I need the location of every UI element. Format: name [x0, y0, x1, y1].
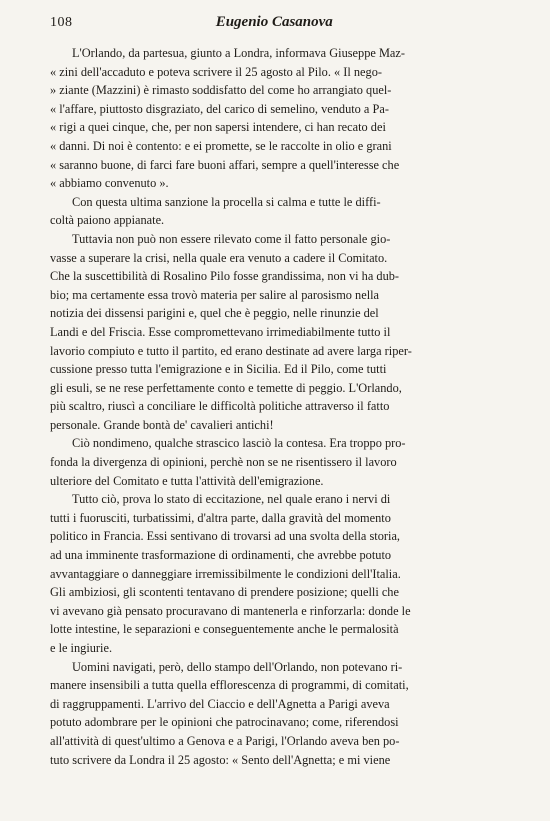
text-line: politico in Francia. Essi sentivano di trovarsi ad una svolta della storia, [50, 529, 401, 544]
text-line: avvantaggiare o danneggiare irremissibilmente le condizioni dell'Italia. [50, 566, 401, 581]
text-line: » ziante (Mazzini) è rimasto soddisfatto del come ho arrangiato quel- [50, 83, 392, 98]
text-line: ulteriore del Comitato e tutta l'attività dell'emigrazione. [50, 473, 324, 488]
paragraph [50, 230, 510, 435]
text-line: notizia dei dissensi parigini e, quel che è peggio, nelle rinunzie del [50, 306, 379, 321]
text-line: ad una imminente trasformazione di ordinamenti, che avrebbe potuto [50, 548, 392, 563]
text-line: Con questa ultima sanzione la procella si calma e tutte le diffi- [72, 194, 381, 209]
text-line: L'Orlando, da partesua, giunto a Londra, informava Giuseppe Maz- [72, 46, 405, 60]
text-line: più scaltro, riuscì a conciliare le difficoltà politiche attraverso il fatto [50, 399, 390, 414]
text-line: Tutto ciò, prova lo stato di eccitazione, nel quale erano i nervi di [72, 492, 391, 507]
text-line: Ciò nondimeno, qualche strascico lasciò la contesa. Era troppo pro- [72, 436, 406, 451]
text-line: lavorio compiuto e tutto il partito, ed erano destinate ad avere larga riper- [50, 343, 412, 358]
running-head: Eugenio Casanova [215, 14, 333, 30]
text-line: bio; ma certamente essa trovò materia per salire al parosismo nella [50, 287, 380, 302]
text-line: tutti i fuorusciti, turbatissimi, d'altra parte, dalla gravità del momento [50, 510, 391, 525]
text-line: potuto adombrare per le opinioni che patrocinavano; come, riferendosi [50, 715, 399, 730]
paragraph [50, 490, 510, 657]
text-line: Gli ambiziosi, gli scontenti tentavano di prendere posizione; quelli che [50, 585, 399, 600]
paragraph [50, 434, 510, 490]
body-text [50, 44, 510, 769]
page-number: 108 [50, 15, 73, 30]
text-line: « l'affare, piuttosto disgraziato, del carico di semelino, venduto a Pa- [50, 101, 389, 116]
text-line: Tuttavia non può non essere rilevato come il fatto personale gio- [72, 231, 391, 246]
text-line: coltà paiono appianate. [50, 213, 165, 228]
paragraph [50, 193, 510, 230]
text-line: fonda la divergenza di opinioni, perchè non se ne risentissero il lavoro [50, 455, 397, 470]
text-line: personale. Grande bontà de' cavalieri antichi! [50, 417, 274, 432]
text-line: Che la suscettibilità di Rosalino Pilo fosse grandissima, non vi ha dub- [50, 269, 400, 284]
text-line: di raggruppamenti. L'arrivo del Ciaccio e dell'Agnetta a Parigi aveva [50, 696, 390, 711]
text-line: « danni. Di noi è contento: e ei promette, se le raccolte in olio e grani [50, 138, 392, 153]
text-line: Uomini navigati, però, dello stampo dell'Orlando, non potevano ri- [72, 659, 403, 674]
paragraph [50, 44, 510, 193]
text-line: cussione presso tutta l'emigrazione e in Sicilia. Ed il Pilo, come tutti [50, 362, 387, 377]
text-line: tuto scrivere da Londra il 25 agosto: « Sento dell'Agnetta; e mi viene [50, 752, 391, 767]
text-line: all'attività di quest'ultimo a Genova e a Parigi, l'Orlando aveva ben po- [50, 733, 400, 748]
text-line: Landi e del Friscia. Esse compromettevano irrimediabilmente tutto il [50, 324, 391, 339]
page-header [50, 14, 510, 38]
paragraph [50, 658, 510, 770]
text-line: lotte intestine, le separazioni e conseguentemente anche le permalosità [50, 622, 399, 637]
text-line: « rigi a quei cinque, che, per non sapersi intendere, ci han recato dei [50, 120, 386, 135]
text-line: « abbiamo convenuto ». [50, 176, 169, 191]
text-line: vi avevano già pensato procuravano di mantenerla e rinforzarla: donde le [50, 603, 411, 618]
text-line: manere insensibili a tutta quella efflorescenza di programmi, di comitati, [50, 678, 409, 693]
text-line: vasse a superare la crisi, nella quale era venuto a cadere il Comitato. [50, 250, 388, 265]
text-line: « saranno buone, di farci fare buoni affari, sempre a quell'interesse che [50, 157, 400, 172]
text-line: e le ingiurie. [50, 641, 113, 655]
text-line: gli esuli, se ne rese perfettamente conto e temette di peggio. L'Orlando, [50, 380, 402, 395]
text-line: « zini dell'accaduto e poteva scrivere il 25 agosto al Pilo. « Il nego- [50, 64, 382, 79]
